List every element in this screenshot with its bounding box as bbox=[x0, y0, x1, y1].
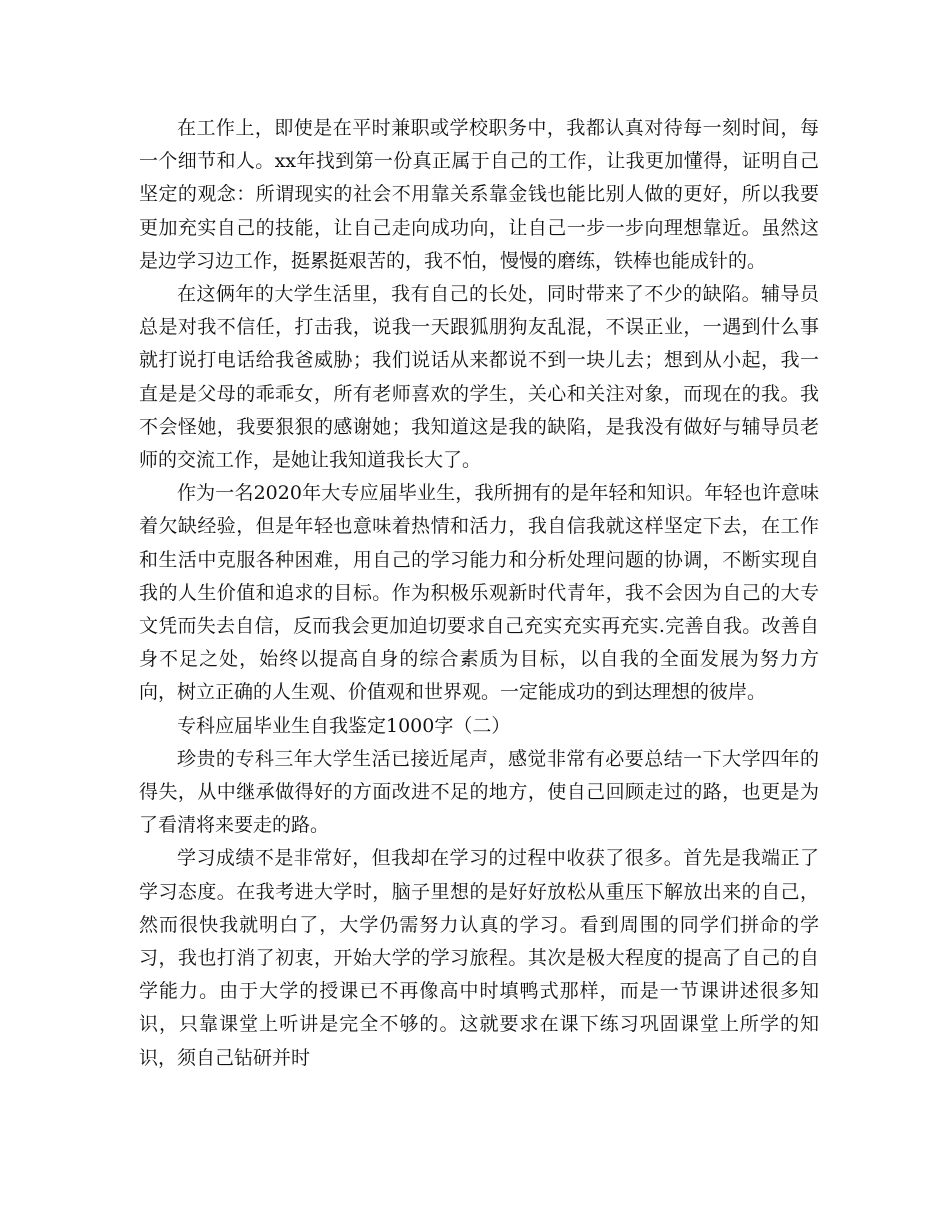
paragraph-graduate: 作为一名2020年大专应届毕业生，我所拥有的是年轻和知识。年轻也许意味着欠缺经验，但是年轻也意味着热情和活力，我自信我就这样坚定下去，在工作和生活中克服各种困难，用自己的学习能力和分析处理问题的协调，不断实现自我的人生价值和追求的目标。作为积极乐观新时代青年，我不会因为自己的大专文凭而失去自信，反而我会更加迫切要求自己充实充实再充实.完善自我。改善自身不足之处，始终以提高自身的综合素质为目标，以自我的全面发展为努力方向，树立正确的人生观、价值观和世界观。一定能成功的到达理想的彼岸。 bbox=[139, 482, 819, 704]
paragraph-shortcomings: 在这俩年的大学生活里，我有自己的长处，同时带来了不少的缺陷。辅导员总是对我不信任，打击我，说我一天跟狐朋狗友乱混，不误正业，一遇到什么事就打说打电话给我爸威胁；我们说话从来都说不到一块儿去；想到从小起，我一直是是父母的乖乖女，所有老师喜欢的学生，关心和关注对象，而现在的我。我不会怪她，我要狠狠的感谢她；我知道这是我的缺陷，是我没有做好与辅导员老师的交流工作，是她让我知道我长大了。 bbox=[139, 283, 819, 472]
paragraph-work: 在工作上，即使是在平时兼职或学校职务中，我都认真对待每一刻时间，每一个细节和人。xx年找到第一份真正属于自己的工作，让我更加懂得，证明自己坚定的观念：所谓现实的社会不用靠关系靠金钱也能比别人做的更好，所以我要更加充实自己的技能，让自己走向成功向，让自己一步一步向理想靠近。虽然这是边学习边工作，挺累挺艰苦的，我不怕，慢慢的磨练，铁棒也能成针的。 bbox=[139, 117, 819, 272]
section-heading: 专科应届毕业生自我鉴定1000字（二） bbox=[177, 714, 511, 737]
paragraph-summary-intro: 珍贵的专科三年大学生活已接近尾声，感觉非常有必要总结一下大学四年的得失，从中继承做得好的方面改进不足的地方，使自己回顾走过的路，也更是为了看清将来要走的路。 bbox=[139, 747, 819, 837]
document-page bbox=[139, 112, 819, 1075]
paragraph-study: 学习成绩不是非常好，但我却在学习的过程中收获了很多。首先是我端正了学习态度。在我考进大学时，脑子里想的是好好放松从重压下解放出来的自己，然而很快我就明白了，大学仍需努力认真的学习。看到周围的同学们拼命的学习，我也打消了初衷，开始大学的学习旅程。其次是极大程度的提高了自己的自学能力。由于大学的授课已不再像高中时填鸭式那样，而是一节课讲述很多知识，只靠课堂上听讲是完全不够的。这就要求在课下练习巩固课堂上所学的知识，须自己钻研并时 bbox=[139, 847, 819, 1069]
